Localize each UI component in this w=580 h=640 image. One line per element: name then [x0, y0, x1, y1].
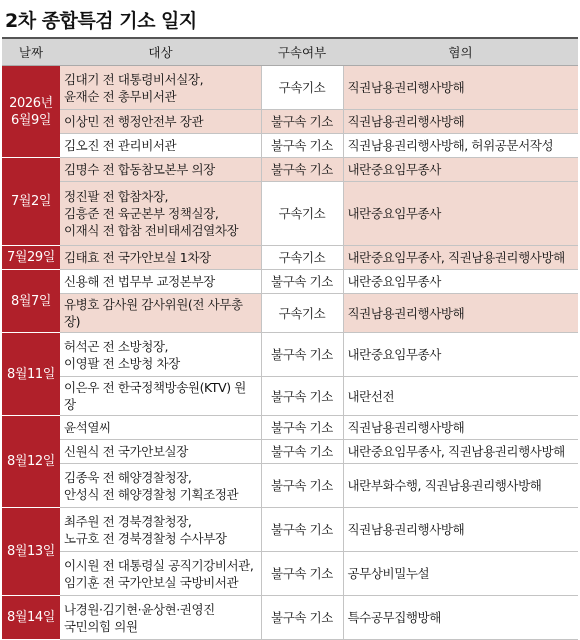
date-cell: [2, 66, 60, 158]
target-text: 신원식 전 국가안보실장: [64, 444, 188, 459]
status-cell: 불구속 기소: [261, 333, 343, 377]
target-text: 임기훈 전 국가안보실 국방비서관: [64, 574, 239, 590]
date-text: 8월13일: [7, 544, 55, 559]
target-cell: [60, 416, 261, 440]
table-row: [2, 377, 578, 416]
target-text: 이상민 전 행정안전부 장관: [64, 114, 204, 129]
target-text: 국민의힘 의원: [64, 618, 138, 634]
target-text: 최주원 전 경북경찰청장,: [64, 513, 192, 529]
target-text: 신용해 전 법무부 교정본부장: [64, 274, 215, 289]
date-cell: [2, 596, 60, 640]
target-text: 윤재순 전 총무비서관: [64, 88, 177, 104]
date-text: 8월12일: [7, 454, 55, 469]
charge-cell: 내란중요임무종사: [343, 333, 578, 377]
status-cell: 불구속 기소: [261, 134, 343, 158]
date-text: 2026년: [9, 95, 53, 111]
date-cell: [2, 416, 60, 508]
target-cell: [60, 552, 261, 596]
charge-cell: 내란부화수행, 직권남용권리행사방해: [343, 464, 578, 508]
status-cell: 구속기소: [261, 66, 343, 110]
table-row: [2, 270, 578, 294]
target-text: 안성식 전 해양경찰청 기획조정관: [64, 486, 239, 502]
target-cell: [60, 134, 261, 158]
header-status: 구속여부: [261, 38, 343, 66]
page-title: 2차 종합특검 기소 일지: [5, 10, 197, 32]
status-cell: 불구속 기소: [261, 440, 343, 464]
table-row: [2, 552, 578, 596]
table-row: [2, 182, 578, 246]
status-cell: 불구속 기소: [261, 416, 343, 440]
target-cell: [60, 440, 261, 464]
target-cell: [60, 333, 261, 377]
target-text: 김태효 전 국가안보실 1차장: [64, 250, 211, 265]
target-text: 김명수 전 합동참모본부 의장: [64, 162, 215, 177]
date-text: 8월7일: [10, 293, 52, 309]
status-cell: 불구속 기소: [261, 158, 343, 182]
table-row: [2, 158, 578, 182]
target-text: 정진팔 전 합참차장,: [64, 189, 169, 204]
table-row: [2, 110, 578, 134]
table-body: [2, 66, 578, 640]
target-cell: [60, 66, 261, 110]
charge-cell: 특수공무집행방해: [343, 596, 578, 640]
target-text: 이재식 전 합참 전비태세검열차장: [64, 223, 239, 238]
target-text: 김종욱 전 해양경찰청장,: [64, 469, 192, 485]
target-text: 이은우 전 한국정책방송원(KTV) 원장: [64, 380, 246, 412]
date-cell: [2, 158, 60, 246]
charge-cell: 직권남용권리행사방해, 허위공문서작성: [343, 134, 578, 158]
status-cell: 불구속 기소: [261, 552, 343, 596]
table-row: [2, 246, 578, 270]
target-cell: [60, 377, 261, 416]
table-row: [2, 294, 578, 333]
target-text: 허석곤 전 소방청장,: [64, 338, 169, 354]
date-text: 7월2일: [10, 194, 52, 209]
target-cell: [60, 110, 261, 134]
status-cell: 구속기소: [261, 182, 343, 246]
charge-cell: 내란중요임무종사: [343, 158, 578, 182]
charge-cell: 내란중요임무종사: [343, 270, 578, 294]
target-cell: [60, 182, 261, 246]
status-cell: 불구속 기소: [261, 110, 343, 134]
charge-cell: 내란선전: [343, 377, 578, 416]
status-cell: 구속기소: [261, 246, 343, 270]
charge-cell: 내란중요임무종사, 직권남용권리행사방해: [343, 440, 578, 464]
charge-cell: 직권남용권리행사방해: [343, 66, 578, 110]
table-row: [2, 416, 578, 440]
target-text: 김대기 전 대통령비서실장,: [64, 71, 204, 87]
target-text: 유병호 감사원 감사위원(전 사무총장): [64, 297, 243, 329]
table-row: [2, 508, 578, 552]
status-cell: 불구속 기소: [261, 464, 343, 508]
target-cell: [60, 508, 261, 552]
charge-cell: 직권남용권리행사방해: [343, 416, 578, 440]
target-cell: [60, 270, 261, 294]
header-date: 날짜: [2, 38, 60, 66]
target-text: 이시원 전 대통령실 공직기강비서관,: [64, 557, 254, 573]
charge-cell: 직권남용권리행사방해: [343, 294, 578, 333]
header-charge: 혐의: [343, 38, 578, 66]
target-text: 노규호 전 경북경찰청 수사부장: [64, 530, 227, 546]
status-cell: 구속기소: [261, 294, 343, 333]
charge-cell: 직권남용권리행사방해: [343, 110, 578, 134]
date-text: 8월14일: [7, 610, 55, 625]
status-cell: 불구속 기소: [261, 270, 343, 294]
target-cell: [60, 294, 261, 333]
charge-cell: 내란중요임무종사, 직권남용권리행사방해: [343, 246, 578, 270]
table-row: [2, 333, 578, 377]
charge-cell: 직권남용권리행사방해: [343, 508, 578, 552]
target-text: 윤석열씨: [64, 420, 111, 435]
status-cell: 불구속 기소: [261, 596, 343, 640]
table-row: [2, 66, 578, 110]
date-cell: [2, 508, 60, 596]
date-cell: [2, 270, 60, 333]
date-text: 8월11일: [7, 366, 55, 382]
date-cell: [2, 333, 60, 416]
table-header: [2, 38, 578, 66]
table-row: [2, 134, 578, 158]
target-text: 김오진 전 관리비서관: [64, 138, 177, 153]
charge-cell: 내란중요임무종사: [343, 182, 578, 246]
date-text: 6월9일: [10, 112, 52, 128]
target-text: 이영팔 전 소방청 차장: [64, 355, 180, 371]
header-target: 대상: [60, 38, 261, 66]
date-text: 7월29일: [7, 250, 55, 265]
charge-cell: 공무상비밀누설: [343, 552, 578, 596]
table-row: [2, 464, 578, 508]
target-cell: [60, 464, 261, 508]
table-row: [2, 440, 578, 464]
target-text: 나경원·김기현·윤상현·권영진: [64, 601, 215, 617]
status-cell: 불구속 기소: [261, 508, 343, 552]
target-cell: [60, 596, 261, 640]
target-cell: [60, 158, 261, 182]
indictment-table: [2, 37, 578, 640]
table-row: [2, 596, 578, 640]
target-cell: [60, 246, 261, 270]
date-cell: [2, 246, 60, 270]
status-cell: 불구속 기소: [261, 377, 343, 416]
target-text: 김흥준 전 육군본부 정책실장,: [64, 206, 219, 221]
